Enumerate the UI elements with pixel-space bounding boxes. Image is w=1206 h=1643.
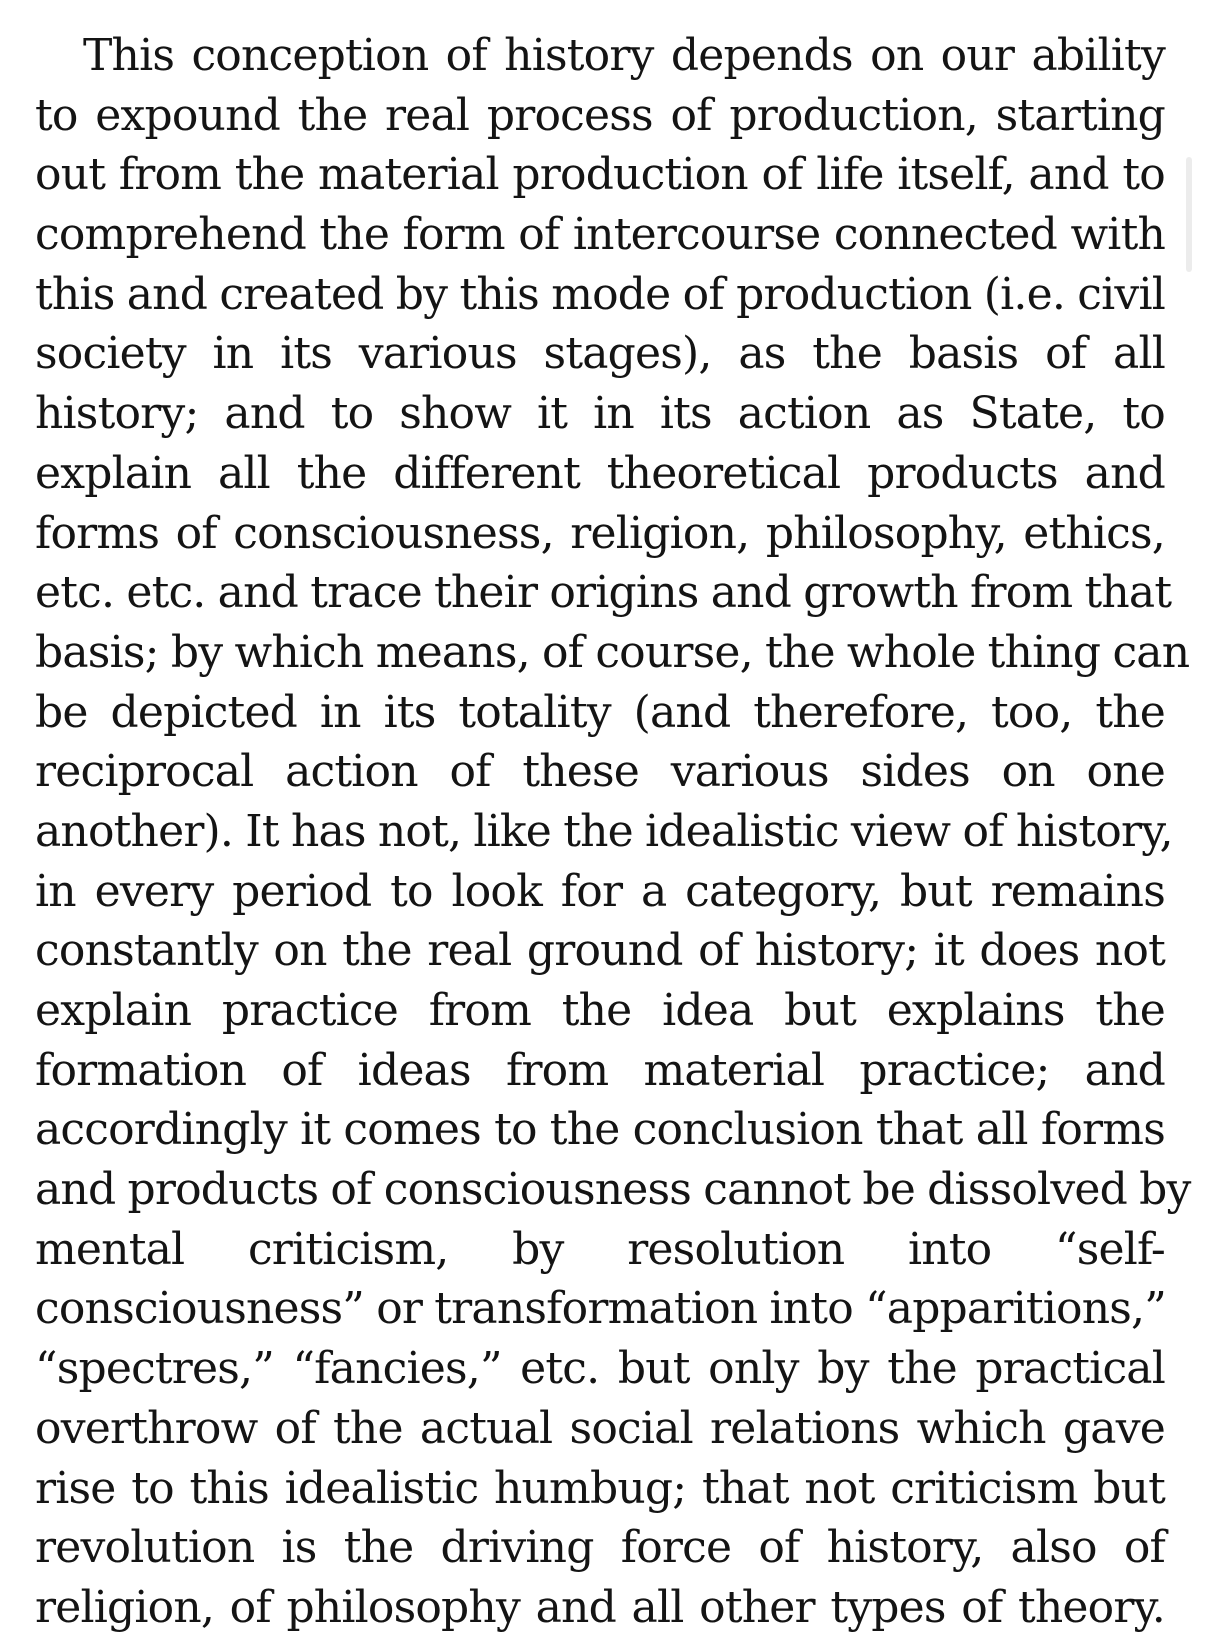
text-line-13: reciprocal action of these various sides on one [35,746,1165,798]
text-line-24: overthrow of the actual social relations which gave [35,1402,1165,1454]
reading-page [35,26,1191,1638]
text-line-4: comprehend the form of intercourse connected with [35,209,1165,261]
text-line-23: “spectres,” “fancies,” etc. but only by the practical [35,1343,1165,1395]
text-line-6: society in its various stages), as the basis of all [35,328,1165,380]
text-line-14: another). It has not, like the idealistic view of history, [35,805,1173,857]
text-line-11: basis; by which means, of course, the whole thing can [35,626,1190,678]
text-line-22: consciousness” or transformation into “apparitions,” [35,1283,1166,1335]
text-line-1: This conception of history depends on our ability [83,30,1165,81]
body-paragraph [35,26,1191,1638]
text-line-27: religion, of philosophy and all other types of theory. [35,1581,1165,1633]
text-line-17: explain practice from the idea but explains the [35,985,1165,1036]
text-line-5: this and created by this mode of production (i.e. civil [35,268,1165,320]
text-line-15: in every period to look for a category, but remains [35,865,1165,917]
text-line-12: be depicted in its totality (and therefore, too, the [35,686,1165,738]
text-line-8: explain all the different theoretical products and [35,447,1165,499]
text-line-16: constantly on the real ground of history; it does not [35,925,1165,977]
text-line-3: out from the material production of life itself, and to [35,149,1165,201]
text-line-2: to expound the real process of production, starting [35,89,1165,141]
text-line-25: rise to this idealistic humbug; that not criticism but [35,1462,1165,1514]
scrollbar-thumb[interactable] [1186,157,1192,272]
text-line-20: and products of consciousness cannot be dissolved by [35,1164,1191,1216]
text-line-9: forms of consciousness, religion, philosophy, ethics, [35,507,1165,559]
text-line-19: accordingly it comes to the conclusion that all forms [35,1104,1165,1156]
text-line-10: etc. etc. and trace their origins and growth from that [35,567,1172,619]
text-line-21: mental criticism, by resolution into “self- [35,1223,1165,1275]
text-line-26: revolution is the driving force of history, also of [35,1522,1165,1574]
text-line-7: history; and to show it in its action as State, to [35,388,1165,440]
text-line-18: formation of ideas from material practice; and [35,1044,1165,1096]
